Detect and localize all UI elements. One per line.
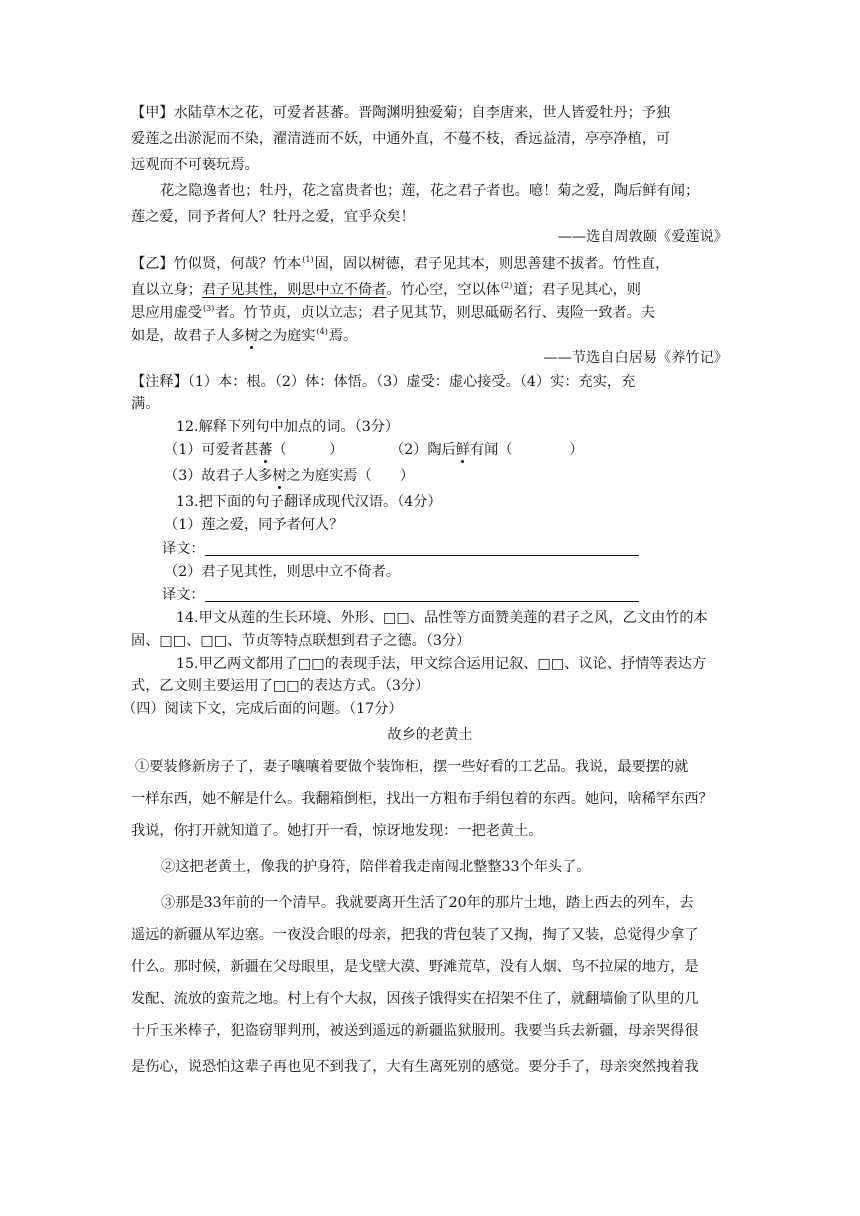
q12-item-1	[164, 440, 343, 460]
q12-text: （3）故君子人多	[164, 468, 273, 484]
answer-blank[interactable]: （ ）	[272, 442, 344, 458]
notes-line-1: 【注释】（1）本：根。（2）体：体悟。（3）虚受：虚心接受。（4）实：充实，充	[131, 374, 636, 390]
jia-line-4: 花之隐逸者也；牡丹，花之富贵者也；莲，花之君子者也。噫！菊之爱，陶后鲜有闻；	[160, 183, 700, 199]
yi-text: 道；君子见其心，则	[513, 282, 641, 298]
jia-line-1: 【甲】水陆草木之花，可爱者甚蕃。晋陶渊明独爱菊；自李唐来，世人皆爱牡丹；予独	[131, 105, 671, 121]
story-p3-line-1: ③那是33年前的一个清早。我就要离开生活了20年的那片土地，踏上西去的列车，去	[161, 895, 694, 911]
note-marker: (4)	[316, 327, 328, 336]
dotted-word: 蕃	[258, 442, 273, 458]
dotted-word: 鲜	[455, 442, 470, 458]
jia-source: ——选自周敦颐《爱莲说》	[557, 229, 728, 245]
jia-line-5: 莲之爱，同予者何人？牡丹之爱，宜乎众矣！	[131, 209, 415, 225]
q13-translation-2	[162, 585, 639, 605]
q12-text: （2）陶后	[390, 442, 456, 458]
story-p3-line-2: 遥远的新疆从军边塞。一夜没合眼的母亲，把我的背包装了又掏，掏了又装，总觉得少拿了	[131, 927, 699, 943]
story-title: 故乡的老黄土	[387, 727, 473, 743]
story-p2: ②这把老黄土，像我的护身符，陪伴着我走南闯北整整33个年头了。	[161, 859, 591, 875]
q13-sentence-1: （1）莲之爱，同予者何人？	[164, 517, 344, 533]
part4-heading: （四）阅读下文，完成后面的问题。（17分）	[122, 701, 403, 717]
q13-stem: 13.把下面的句子翻译成现代汉语。（4分）	[176, 494, 442, 510]
story-p3-line-4: 发配、流放的蛮荒之地。村上有个大叔，因孩子饿得实在招架不住了，就翻墙偷了队里的几	[131, 991, 699, 1007]
story-p1-line-1: ①要装修新房子了，妻子嚷嚷着要做个装饰柜，摆一些好看的工艺品。我说，最要摆的就	[135, 759, 689, 775]
yi-line-4	[131, 322, 357, 346]
dotted-word: 树	[272, 468, 287, 484]
q15-line-2: 式，乙文则主要运用了□□的表达方式。（3分）	[131, 678, 430, 694]
yi-text: 直以立身；	[131, 282, 202, 298]
yi-text: 焉。	[328, 328, 358, 344]
q12-text: （1）可爱者甚	[164, 442, 259, 458]
story-p1-line-2: 一样东西，她不解是什么。我翻箱倒柜，找出一方粗布手绢包着的东西。她问，啥稀罕东西？	[131, 791, 713, 807]
note-marker: (2)	[500, 281, 513, 290]
q15-line-1: 15.甲乙两文都用了□□的表现手法，甲文综合运用记叙、□□、议论、抒情等表达方	[176, 656, 707, 672]
q12-item-2	[390, 440, 584, 460]
story-p3-line-6: 是伤心，说恐怕这辈子再也见不到我了，大有生离死别的感觉。要分手了，母亲突然拽着我	[131, 1059, 699, 1075]
q12-stem: 12.解释下列句中加点的词。（3分）	[176, 419, 400, 435]
story-p3-line-5: 十斤玉米棒子，犯盗窃罪判刑，被送到遥远的新疆监狱服刑。我要当兵去新疆，母亲哭得很	[131, 1023, 699, 1039]
yi-text: 思应用虚受	[131, 305, 202, 321]
q13-translation-1	[162, 539, 639, 559]
yi-text: 。竹心空，空以体	[386, 282, 500, 298]
dotted-word: 树	[244, 328, 259, 344]
q13-sentence-2: （2）君子见其性，则思中立不倚者。	[164, 564, 401, 580]
answer-blank[interactable]: 有闻（ ）	[469, 442, 584, 458]
translation-line-2[interactable]	[205, 587, 639, 602]
yi-text: 固，固以树德，君子见其本，则思善建不拔者。竹性直，	[314, 256, 670, 272]
notes-line-2: 满。	[131, 396, 160, 412]
yi-text: 【乙】竹似贤，何哉？竹本	[131, 256, 302, 272]
note-marker: (3)	[202, 304, 215, 313]
underlined-sentence: 君子见其性，则思中立不倚者	[201, 282, 387, 298]
q12-item-3	[164, 466, 414, 486]
yi-line-2	[131, 276, 641, 300]
jia-line-3: 远观而不可亵玩焉。	[131, 157, 259, 173]
yi-text: 者。竹节贞，贞以立志；君子见其节，则思砥砺名行、夷险一致者。夫	[215, 305, 656, 321]
jia-line-2: 爱莲之出淤泥而不染，濯清涟而不妖，中通外直，不蔓不枝，香远益清，亭亭净植，可	[131, 131, 671, 147]
q14-line-2: 固、□□、□□、节贞等特点联想到君子之德。（3分）	[131, 633, 471, 649]
q14-line-1: 14.甲文从莲的生长环境、外形、□□、品性等方面赞美莲的君子之风，乙文由竹的本	[176, 610, 708, 626]
note-marker: (1)	[302, 255, 314, 264]
story-p1-line-3: 我说，你打开就知道了。她打开一看，惊讶地发现：一把老黄土。	[131, 823, 543, 839]
yi-text: 如是，故君子人多	[131, 328, 245, 344]
yi-line-3	[131, 299, 655, 323]
answer-blank[interactable]: 之为庭实焉（ ）	[286, 468, 415, 484]
story-p3-line-3: 什么。那时候，新疆在父母眼里，是戈壁大漠、野滩荒草，没有人烟、鸟不拉屎的地方，是	[131, 959, 699, 975]
yi-text: 之为庭实	[258, 328, 316, 344]
yi-source: ——节选自白居易《养竹记》	[543, 350, 728, 366]
translation-line-1[interactable]	[205, 541, 639, 556]
yi-line-1	[131, 250, 669, 274]
translation-label: 译文：	[162, 587, 205, 603]
translation-label: 译文：	[162, 541, 205, 557]
